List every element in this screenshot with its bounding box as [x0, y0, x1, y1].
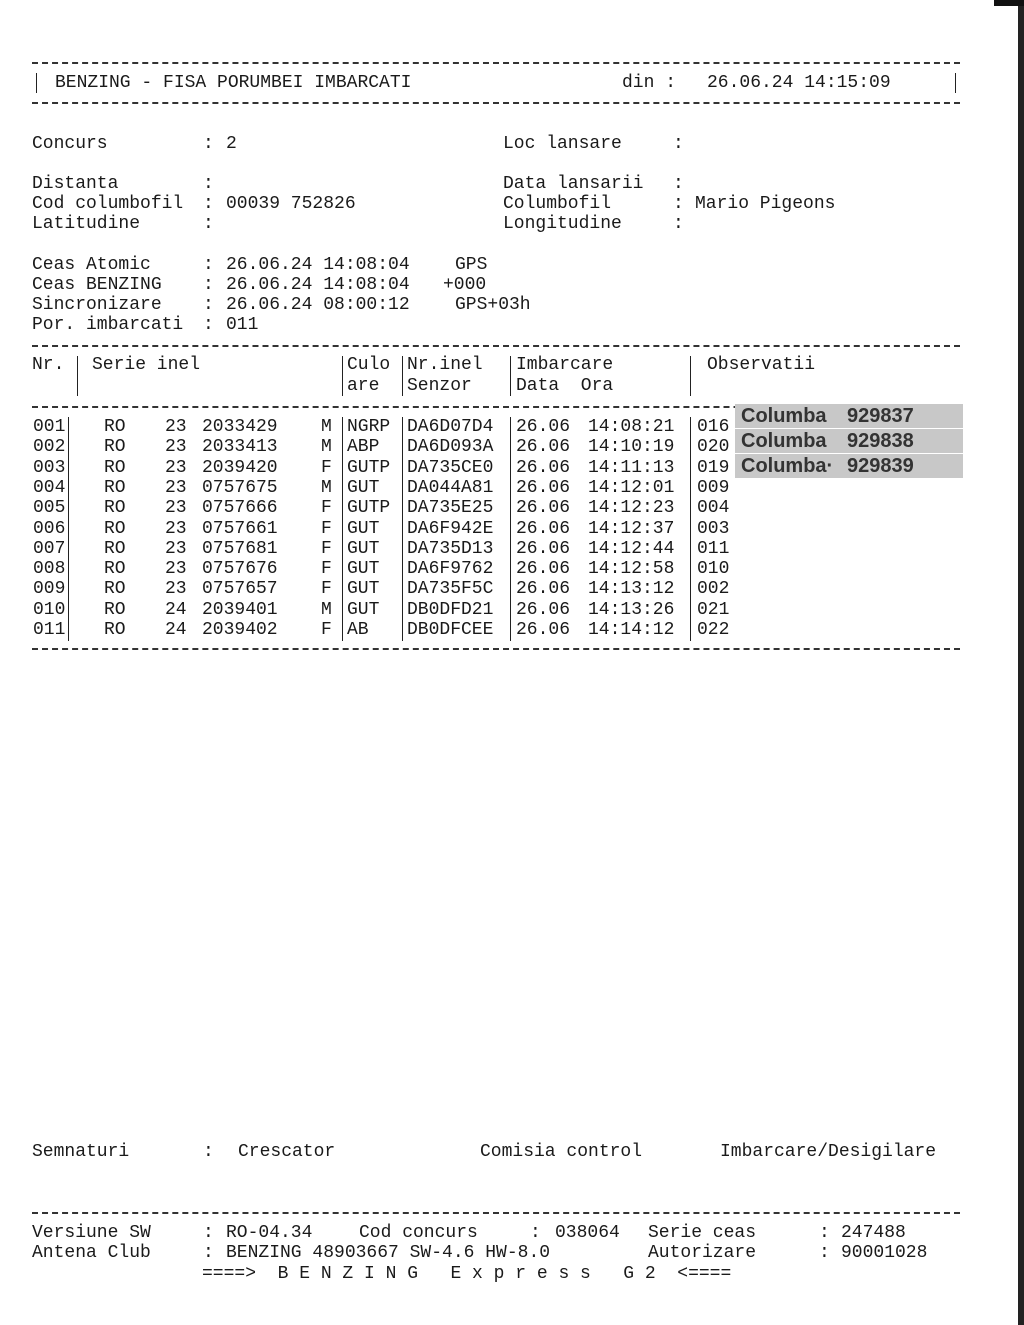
cell-nr: 011 — [33, 620, 66, 640]
cell-sex: F — [321, 538, 332, 559]
table-top-rule — [32, 345, 960, 347]
table-row — [0, 579, 1024, 599]
cell-year: 23 — [165, 457, 187, 478]
cell-country: RO — [104, 620, 126, 640]
cell-nr: 008 — [33, 559, 66, 580]
body-col-divider — [68, 417, 69, 641]
cell-time: 14:12:58 — [588, 559, 675, 580]
serie-ceas-label: Serie ceas — [648, 1223, 757, 1243]
cell-nr: 010 — [33, 599, 66, 620]
cell-date: 26.06 — [516, 538, 571, 559]
cell-sensor: DA735D13 — [407, 538, 494, 559]
colon: : — [203, 255, 214, 275]
body-col-divider — [402, 417, 403, 641]
table-row — [0, 478, 1024, 498]
autorizare-value: 90001028 — [841, 1243, 928, 1263]
colon: : — [819, 1223, 830, 1243]
cell-color: GUTP — [347, 457, 391, 478]
cell-date: 26.06 — [516, 559, 571, 580]
benzing-banner: ====> B E N Z I N G E x p r e s s G 2 <==== — [202, 1264, 732, 1284]
cell-obs: 011 — [697, 538, 730, 559]
cell-sensor: DA6F9762 — [407, 559, 494, 580]
signature-imbarcare: Imbarcare/Desigilare — [720, 1142, 937, 1162]
header-col-divider — [342, 356, 343, 396]
por-imbarcati-value: 011 — [226, 315, 259, 335]
cell-sex: M — [321, 417, 332, 437]
table-row — [0, 600, 1024, 620]
cell-obs: 002 — [697, 579, 730, 600]
signatures-label: Semnaturi — [32, 1142, 130, 1162]
sticker-brand: Columba — [741, 405, 827, 427]
concurs-label: Concurs — [32, 134, 108, 154]
ceas-atomic-value: 26.06.24 14:08:04 — [226, 255, 410, 275]
cell-sensor: DB0DFD21 — [407, 599, 494, 620]
cell-obs: 004 — [697, 498, 730, 519]
colon: : — [203, 134, 214, 154]
cell-obs: 022 — [697, 620, 730, 640]
cell-year: 23 — [165, 477, 187, 498]
cell-sensor: DA735F5C — [407, 579, 494, 600]
cell-ring: 2033429 — [202, 417, 278, 437]
cell-year: 23 — [165, 538, 187, 559]
header-bottom-rule — [32, 102, 960, 104]
cell-year: 23 — [165, 498, 187, 519]
cell-nr: 007 — [33, 538, 66, 559]
col-header-are: are — [347, 376, 380, 396]
cod-concurs-value: 038064 — [555, 1223, 620, 1243]
sincronizare-label: Sincronizare — [32, 295, 162, 315]
cell-obs: 019 — [697, 457, 730, 478]
cell-nr: 005 — [33, 498, 66, 519]
scan-corner — [994, 0, 1024, 6]
body-col-divider — [342, 417, 343, 641]
serie-ceas-value: 247488 — [841, 1223, 906, 1243]
colon: : — [819, 1243, 830, 1263]
col-header-data-ora: Data Ora — [516, 376, 614, 396]
cell-date: 26.06 — [516, 620, 571, 640]
footer-rule — [32, 1212, 960, 1214]
sincronizare-source: GPS+03h — [455, 295, 531, 315]
header-date-value: 26.06.24 14:15:09 — [707, 73, 891, 93]
cell-sex: M — [321, 599, 332, 620]
document-title: BENZING - FISA PORUMBEI IMBARCATI — [55, 73, 412, 93]
cell-year: 24 — [165, 620, 187, 640]
cell-time: 14:08:21 — [588, 417, 675, 437]
cell-country: RO — [104, 477, 126, 498]
cell-sex: F — [321, 579, 332, 600]
cell-time: 14:13:26 — [588, 599, 675, 620]
cell-time: 14:11:13 — [588, 457, 675, 478]
cell-date: 26.06 — [516, 579, 571, 600]
colon: : — [673, 174, 684, 194]
cell-color: GUT — [347, 599, 380, 620]
cod-columbofil-label: Cod columbofil — [32, 194, 184, 214]
data-lansarii-label: Data lansarii — [503, 174, 644, 194]
por-imbarcati-label: Por. imbarcati — [32, 315, 184, 335]
cell-nr: 006 — [33, 518, 66, 539]
cell-ring: 0757681 — [202, 538, 278, 559]
cell-color: GUTP — [347, 498, 391, 519]
cell-sex: M — [321, 437, 332, 458]
ceas-benzing-offset: +000 — [443, 275, 487, 295]
cell-date: 26.06 — [516, 498, 571, 519]
cell-sensor: DA044A81 — [407, 477, 494, 498]
cell-year: 24 — [165, 599, 187, 620]
sincronizare-value: 26.06.24 08:00:12 — [226, 295, 410, 315]
cell-date: 26.06 — [516, 457, 571, 478]
cell-nr: 004 — [33, 477, 66, 498]
body-col-divider — [510, 417, 511, 641]
columba-sticker — [735, 429, 963, 453]
cell-year: 23 — [165, 417, 187, 437]
header-col-divider — [690, 356, 691, 396]
cell-obs: 016 — [697, 417, 730, 437]
cell-ring: 0757676 — [202, 559, 278, 580]
colon: : — [203, 275, 214, 295]
table-row — [0, 559, 1024, 579]
header-top-rule — [32, 62, 960, 64]
cell-year: 23 — [165, 559, 187, 580]
cell-sensor: DA735CE0 — [407, 457, 494, 478]
cell-country: RO — [104, 417, 126, 437]
distanta-label: Distanta — [32, 174, 119, 194]
cell-country: RO — [104, 559, 126, 580]
cell-color: GUT — [347, 559, 380, 580]
table-row — [0, 519, 1024, 539]
columbofil-value: Mario Pigeons — [695, 194, 836, 214]
cell-color: AB — [347, 620, 369, 640]
cell-date: 26.06 — [516, 599, 571, 620]
cell-sex: F — [321, 559, 332, 580]
header-col-divider — [402, 356, 403, 396]
cell-color: NGRP — [347, 417, 391, 437]
colon: : — [203, 315, 214, 335]
col-header-imbarcare: Imbarcare — [516, 355, 614, 375]
signature-crescator: Crescator — [238, 1142, 336, 1162]
cell-sex: F — [321, 498, 332, 519]
table-row — [0, 498, 1024, 518]
autorizare-label: Autorizare — [648, 1243, 757, 1263]
header-right-bar — [955, 73, 956, 93]
body-col-divider — [690, 417, 691, 641]
sticker-serial: 929837 — [847, 405, 914, 427]
colon: : — [203, 174, 214, 194]
cell-time: 14:10:19 — [588, 437, 675, 458]
cell-country: RO — [104, 518, 126, 539]
cell-obs: 009 — [697, 477, 730, 498]
loc-lansare-label: Loc lansare — [503, 134, 622, 154]
cell-ring: 0757666 — [202, 498, 278, 519]
colon: : — [673, 214, 684, 234]
cell-year: 23 — [165, 437, 187, 458]
colon: : — [203, 194, 214, 214]
cell-color: GUT — [347, 538, 380, 559]
colon: : — [203, 295, 214, 315]
colon: : — [203, 1142, 214, 1162]
cell-ring: 2033413 — [202, 437, 278, 458]
col-header-senzor: Senzor — [407, 376, 472, 396]
latitudine-label: Latitudine — [32, 214, 141, 234]
cell-year: 23 — [165, 579, 187, 600]
cell-country: RO — [104, 437, 126, 458]
sticker-serial: 929838 — [847, 430, 914, 452]
cell-sensor: DA6D07D4 — [407, 417, 494, 437]
cell-obs: 003 — [697, 518, 730, 539]
col-header-culo: Culo — [347, 355, 391, 375]
colon: : — [530, 1223, 541, 1243]
table-row — [0, 620, 1024, 640]
cell-year: 23 — [165, 518, 187, 539]
cod-concurs-label: Cod concurs — [359, 1223, 478, 1243]
cell-obs: 010 — [697, 559, 730, 580]
cell-date: 26.06 — [516, 437, 571, 458]
cell-time: 14:14:12 — [588, 620, 675, 640]
cell-date: 26.06 — [516, 417, 571, 437]
cell-sex: F — [321, 620, 332, 640]
cell-country: RO — [104, 498, 126, 519]
cell-ring: 2039420 — [202, 457, 278, 478]
colon: : — [673, 134, 684, 154]
header-date-label: din : — [622, 73, 677, 93]
col-header-serie-inel: Serie inel — [92, 355, 201, 375]
colon: : — [203, 1223, 214, 1243]
sticker-brand: Columba — [741, 430, 827, 452]
signature-comisia: Comisia control — [480, 1142, 643, 1162]
columbofil-label: Columbofil — [503, 194, 612, 214]
colon: : — [673, 194, 684, 214]
ceas-benzing-value: 26.06.24 14:08:04 — [226, 275, 410, 295]
col-header-observatii: Observatii — [707, 355, 816, 375]
cell-sex: F — [321, 518, 332, 539]
cell-sex: M — [321, 477, 332, 498]
versiune-label: Versiune SW — [32, 1223, 151, 1243]
cell-ring: 0757657 — [202, 579, 278, 600]
cell-date: 26.06 — [516, 518, 571, 539]
cell-color: GUT — [347, 477, 380, 498]
cell-obs: 020 — [697, 437, 730, 458]
cell-nr: 009 — [33, 579, 66, 600]
columba-sticker — [735, 454, 963, 478]
cell-country: RO — [104, 599, 126, 620]
cell-country: RO — [104, 457, 126, 478]
colon: : — [203, 214, 214, 234]
cell-time: 14:12:44 — [588, 538, 675, 559]
cell-sex: F — [321, 457, 332, 478]
scan-edge — [1018, 0, 1024, 1325]
cell-sensor: DA735E25 — [407, 498, 494, 519]
cell-date: 26.06 — [516, 477, 571, 498]
col-header-nr: Nr. — [32, 355, 65, 375]
ceas-atomic-source: GPS — [455, 255, 488, 275]
ceas-atomic-label: Ceas Atomic — [32, 255, 151, 275]
cell-time: 14:12:23 — [588, 498, 675, 519]
cell-time: 14:12:37 — [588, 518, 675, 539]
header-col-divider — [510, 356, 511, 396]
cell-ring: 0757675 — [202, 477, 278, 498]
cell-sensor: DA6F942E — [407, 518, 494, 539]
header-col-divider — [77, 356, 78, 396]
cell-obs: 021 — [697, 599, 730, 620]
cell-ring: 0757661 — [202, 518, 278, 539]
cell-color: ABP — [347, 437, 380, 458]
sticker-serial: 929839 — [847, 455, 914, 477]
table-bottom-rule — [32, 648, 960, 650]
antena-label: Antena Club — [32, 1243, 151, 1263]
cell-time: 14:12:01 — [588, 477, 675, 498]
ceas-benzing-label: Ceas BENZING — [32, 275, 162, 295]
cell-nr: 003 — [33, 457, 66, 478]
cell-color: GUT — [347, 518, 380, 539]
cell-ring: 2039402 — [202, 620, 278, 640]
table-row — [0, 539, 1024, 559]
cell-nr: 001 — [33, 417, 66, 437]
versiune-value: RO-04.34 — [226, 1223, 313, 1243]
sticker-brand: Columba· — [741, 455, 834, 477]
cell-country: RO — [104, 579, 126, 600]
antena-value: BENZING 48903667 SW-4.6 HW-8.0 — [226, 1243, 551, 1263]
cell-color: GUT — [347, 579, 380, 600]
cell-nr: 002 — [33, 437, 66, 458]
cell-sensor: DB0DFCEE — [407, 620, 494, 640]
cell-sensor: DA6D093A — [407, 437, 494, 458]
col-header-nr-inel: Nr.inel — [407, 355, 483, 375]
cell-country: RO — [104, 538, 126, 559]
longitudine-label: Longitudine — [503, 214, 622, 234]
header-left-bar — [36, 73, 37, 93]
cell-ring: 2039401 — [202, 599, 278, 620]
colon: : — [203, 1243, 214, 1263]
cell-time: 14:13:12 — [588, 579, 675, 600]
cod-columbofil-value: 00039 752826 — [226, 194, 356, 214]
columba-sticker — [735, 404, 963, 428]
concurs-value: 2 — [226, 134, 237, 154]
